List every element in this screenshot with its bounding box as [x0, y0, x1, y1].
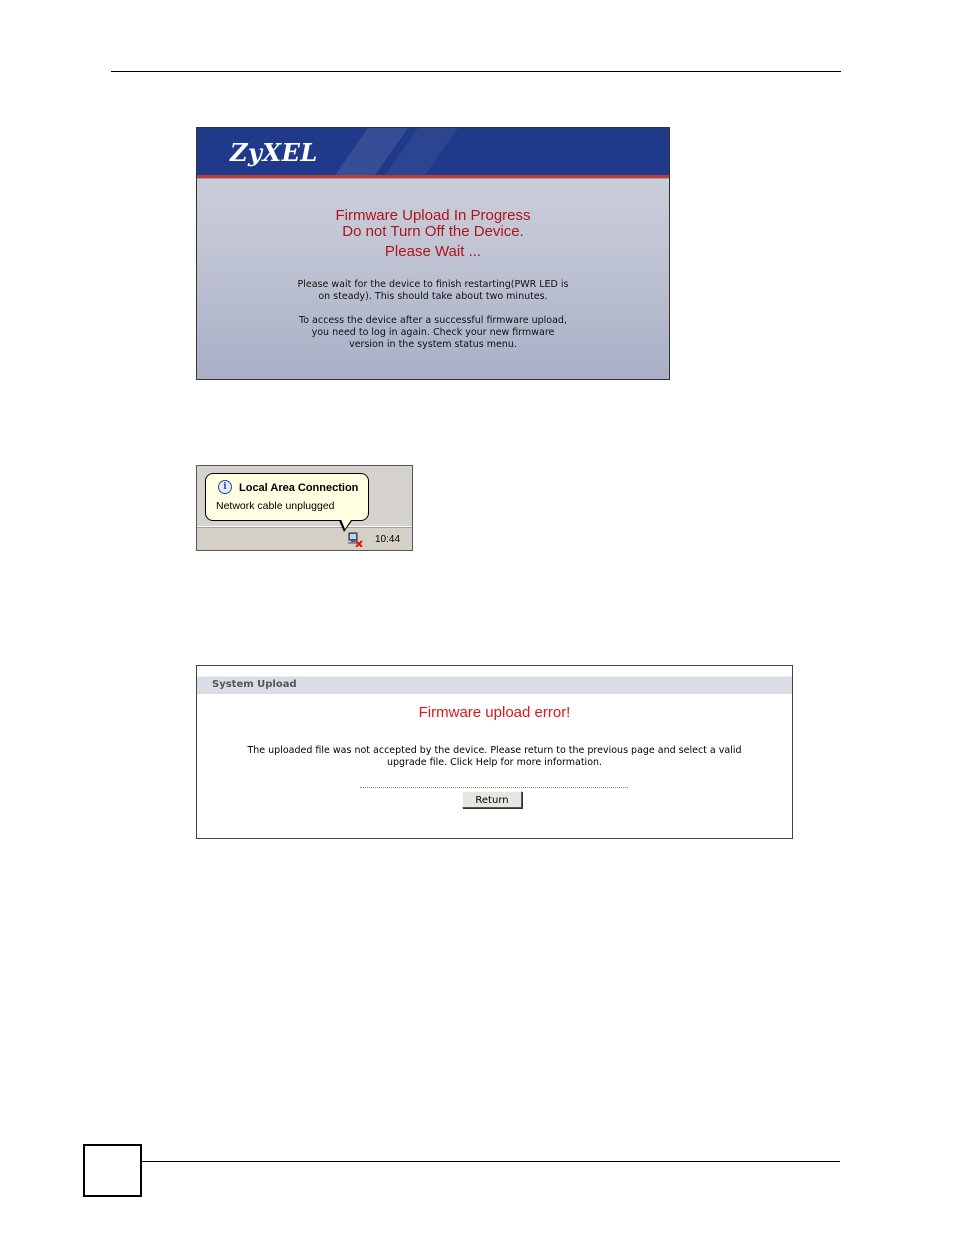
- upload-title-line2: Do not Turn Off the Device.: [342, 223, 524, 240]
- upload-error-message-line2: upgrade file. Click Help for more information.: [386, 757, 603, 768]
- firmware-upload-progress-screen: [196, 127, 670, 380]
- page-top-rule: [111, 71, 841, 72]
- page-number-box: [83, 1144, 142, 1197]
- login-instructions-line2: you need to log in again. Check your new firmware: [311, 327, 555, 338]
- restart-instructions-line2: on steady). This should take about two minutes.: [318, 291, 548, 302]
- login-instructions-line3: version in the system status menu.: [349, 339, 517, 350]
- system-upload-error-screen: [196, 665, 793, 839]
- upload-title-line3: Please Wait ...: [384, 243, 482, 260]
- system-upload-header: [197, 676, 792, 694]
- balloon-message: Network cable unplugged: [216, 500, 335, 512]
- tray-notification-screenshot: [196, 465, 413, 551]
- dotted-divider: [360, 787, 628, 788]
- balloon-tail-fill: [340, 517, 353, 529]
- section-title: System Upload: [212, 679, 297, 690]
- tray-clock[interactable]: 10:44: [375, 534, 401, 545]
- upload-error-title: Firmware upload error!: [418, 704, 571, 721]
- page-bottom-rule: [140, 1161, 840, 1162]
- upload-error-message: [217, 745, 772, 769]
- restart-instructions-line1: Please wait for the device to finish restarting(PWR LED is: [297, 279, 569, 290]
- upload-title-line1: Firmware Upload In Progress: [335, 207, 531, 224]
- zyxel-header-banner: [197, 128, 669, 175]
- upload-error-message-line1: The uploaded file was not accepted by the device. Please return to the previous page and select a valid: [247, 745, 742, 756]
- info-icon: i: [218, 480, 232, 494]
- login-instructions: [277, 315, 589, 351]
- header-gray-line: [197, 178, 669, 179]
- login-instructions-line1: To access the device after a successful firmware upload,: [299, 315, 567, 326]
- network-disconnected-icon[interactable]: [347, 531, 363, 547]
- notification-balloon[interactable]: [205, 473, 369, 521]
- zyxel-logo: ZyXEL: [230, 138, 318, 167]
- restart-instructions: [277, 279, 589, 303]
- balloon-title: Local Area Connection: [239, 482, 359, 494]
- return-button[interactable]: Return: [462, 791, 522, 808]
